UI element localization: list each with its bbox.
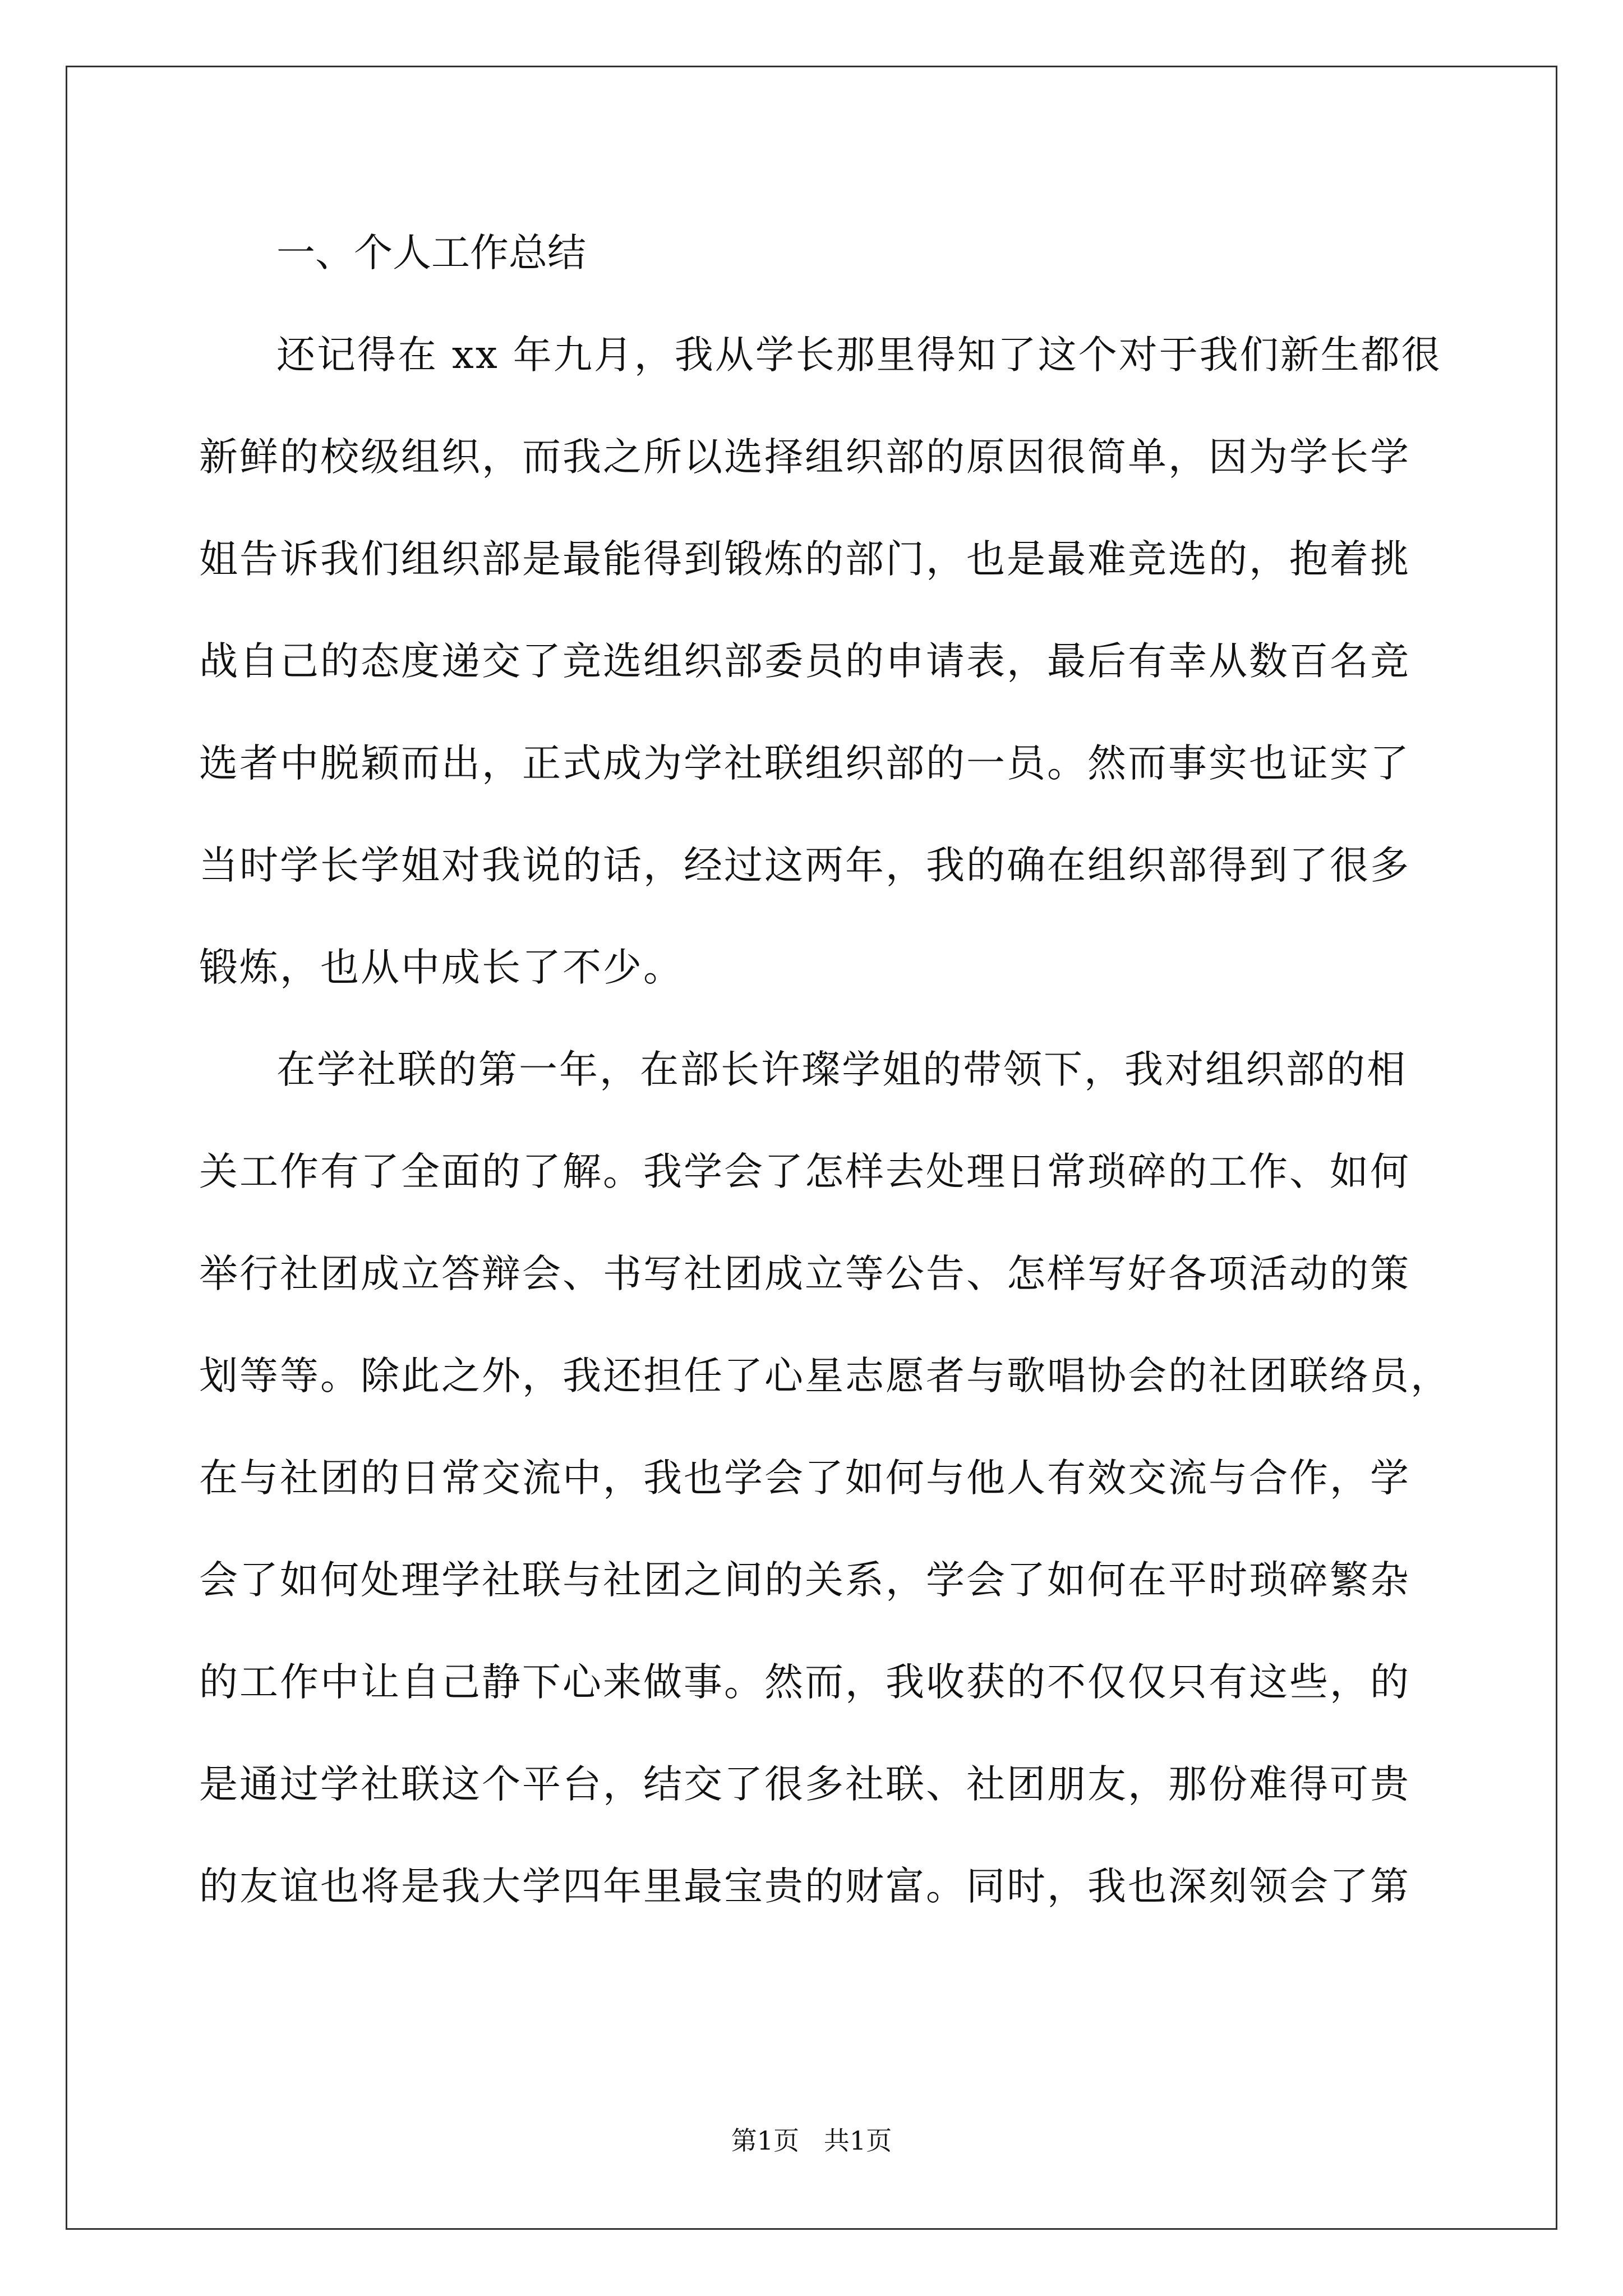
paragraph-line: 划等等。除此之外，我还担任了心星志愿者与歌唱协会的社团联络员，: [199, 1354, 1451, 1398]
paragraph-line: 还记得在 xx 年九月，我从学长那里得知了这个对于我们新生都很: [276, 333, 1442, 378]
paragraph-line: 当时学长学姐对我说的话，经过这两年，我的确在组织部得到了很多: [199, 843, 1410, 888]
paragraph-line: 举行社团成立答辩会、书写社团成立等公告、怎样写好各项活动的策: [199, 1251, 1410, 1296]
paragraph-line: 锻炼，也从中成长了不少。: [199, 945, 684, 990]
paragraph-line: 关工作有了全面的了解。我学会了怎样去处理日常琐碎的工作、如何: [199, 1149, 1410, 1194]
paragraph-line: 在与社团的日常交流中，我也学会了如何与他人有效交流与合作，学: [199, 1456, 1410, 1501]
paragraph-line: 的工作中让自己静下心来做事。然而，我收获的不仅仅只有这些，的: [199, 1660, 1410, 1705]
paragraph-2: [199, 1019, 1451, 1938]
page-footer: 第1页 共1页: [731, 2125, 892, 2156]
paragraph-line: 新鲜的校级组织，而我之所以选择组织部的原因很简单，因为学长学: [199, 435, 1410, 480]
paragraph-line: 选者中脱颖而出，正式成为学社联组织部的一员。然而事实也证实了: [199, 741, 1410, 786]
paragraph-line: 战自己的态度递交了竞选组织部委员的申请表，最后有幸从数百名竞: [199, 639, 1410, 684]
paragraph-line: 在学社联的第一年，在部长许璨学姐的带领下，我对组织部的相: [276, 1047, 1407, 1092]
document-body: [199, 202, 1451, 1938]
paragraph-line: 会了如何处理学社联与社团之间的关系，学会了如何在平时琐碎繁杂: [199, 1558, 1410, 1603]
section-heading: 一、个人工作总结: [276, 231, 586, 275]
paragraph-line: 是通过学社联这个平台，结交了很多社联、社团朋友，那份难得可贵: [199, 1762, 1410, 1807]
paragraph-1: [199, 304, 1442, 1019]
paragraph-line: 的友谊也将是我大学四年里最宝贵的财富。同时，我也深刻领会了第: [199, 1864, 1410, 1909]
paragraph-line: 姐告诉我们组织部是最能得到锻炼的部门，也是最难竞选的，抱着挑: [199, 537, 1410, 582]
